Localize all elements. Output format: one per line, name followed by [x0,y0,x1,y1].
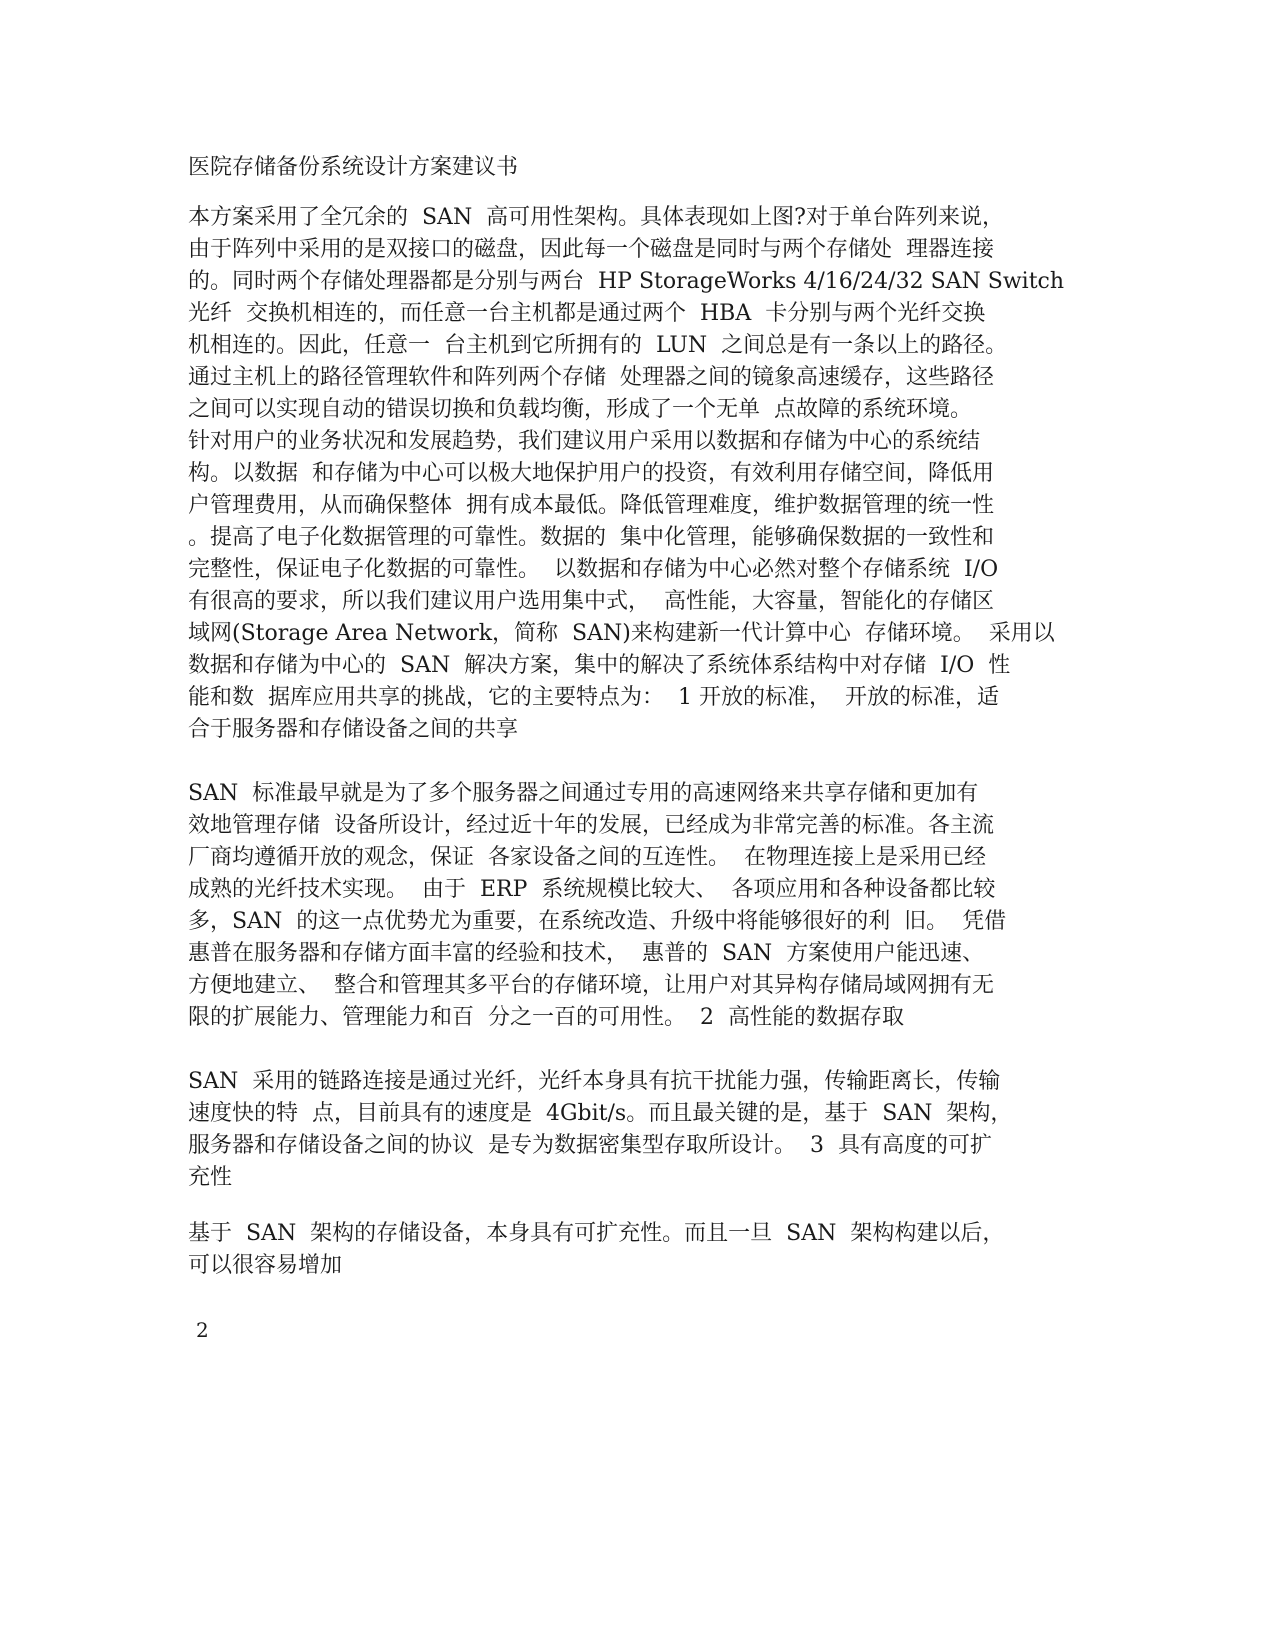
text-line: 限的扩展能力、管理能力和百 分之一百的可用性。 2 高性能的数据存取 [188,1005,904,1030]
text-line: 效地管理存储 设备所设计，经过近十年的发展，已经成为非常完善的标准。各主流 [188,813,994,838]
text-line: 针对用户的业务状况和发展趋势，我们建议用户采用以数据和存储为中心的系统结 [188,429,981,454]
text-line: SAN 采用的链路连接是通过光纤，光纤本身具有抗干扰能力强，传输距离长，传输 [188,1069,1001,1094]
text-line: 能和数 据库应用共享的挑战，它的主要特点为： 1 开放的标准， 开放的标准，适 [188,685,999,710]
text-line: 成熟的光纤技术实现。 由于 ERP 系统规模比较大、 各项应用和各种设备都比较 [188,877,996,902]
text-line: 。提高了电子化数据管理的可靠性。数据的 集中化管理，能够确保数据的一致性和 [188,525,994,550]
text-line: 数据和存储为中心的 SAN 解决方案，集中的解决了系统体系结构中对存储 I/O 性 [188,653,1011,678]
text-line: 方便地建立、 整合和管理其多平台的存储环境，让用户对其异构存储局域网拥有无 [188,973,994,998]
text-line: 厂商均遵循开放的观念，保证 各家设备之间的互连性。 在物理连接上是采用已经 [188,845,986,870]
paragraph-3 [188,1066,1012,1194]
text-line: 构。以数据 和存储为中心可以极大地保护用户的投资，有效利用存储空间，降低用 [188,461,994,486]
text-line: 光纤 交换机相连的，而任意一台主机都是通过两个 HBA 卡分别与两个光纤交换 [188,301,986,326]
text-line: 服务器和存储设备之间的协议 是专为数据密集型存取所设计。 3 具有高度的可扩 [188,1133,992,1158]
text-line: 可以很容易增加 [188,1253,343,1278]
document-title: 医院存储备份系统设计方案建议书 [188,155,519,180]
text-line: 完整性，保证电子化数据的可靠性。 以数据和存储为中心必然对整个存储系统 I/O [188,557,999,582]
text-line: 合于服务器和存储设备之间的共享 [188,717,519,742]
text-line: 本方案采用了全冗余的 SAN 高可用性架构。具体表现如上图?对于单台阵列来说， [188,205,1004,230]
text-line: 的。同时两个存储处理器都是分别与两台 HP StorageWorks 4/16/24/32 SAN Switch [188,269,1065,294]
text-line: 之间可以实现自动的错误切换和负载均衡，形成了一个无单 点故障的系统环境。 [188,397,972,422]
text-line: SAN 标准最早就是为了多个服务器之间通过专用的高速网络来共享存储和更加有 [188,781,979,806]
text-line: 速度快的特 点，目前具有的速度是 4Gbit/s。而且最关键的是，基于 SAN 架构， [188,1101,1013,1126]
paragraph-2 [188,778,1006,1034]
text-line: 有很高的要求，所以我们建议用户选用集中式， 高性能，大容量，智能化的存储区 [188,589,994,614]
text-line: 充性 [188,1165,233,1190]
text-line: 通过主机上的路径管理软件和阵列两个存储 处理器之间的镜象高速缓存，这些路径 [188,365,994,390]
text-line: 机相连的。因此，任意一 台主机到它所拥有的 LUN 之间总是有一条以上的路径。 [188,333,1008,358]
text-line: 域网(Storage Area Network，简称 SAN)来构建新一代计算中心 存储环境。 采用以 [188,621,1055,646]
text-line: 多，SAN 的这一点优势尤为重要，在系统改造、升级中将能够很好的利 旧。 凭借 [188,909,1007,934]
text-line: 基于 SAN 架构的存储设备，本身具有可扩充性。而且一旦 SAN 架构构建以后， [188,1221,1005,1246]
paragraph-1 [188,202,1064,746]
text-line: 户管理费用，从而确保整体 拥有成本最低。降低管理难度，维护数据管理的统一性 [188,493,994,518]
text-line: 由于阵列中采用的是双接口的磁盘，因此每一个磁盘是同时与两个存储处 理器连接 [188,237,994,262]
page-number: 2 [196,1318,209,1342]
paragraph-4 [188,1218,1004,1282]
text-line: 惠普在服务器和存储方面丰富的经验和技术， 惠普的 SAN 方案使用户能迅速、 [188,941,985,966]
